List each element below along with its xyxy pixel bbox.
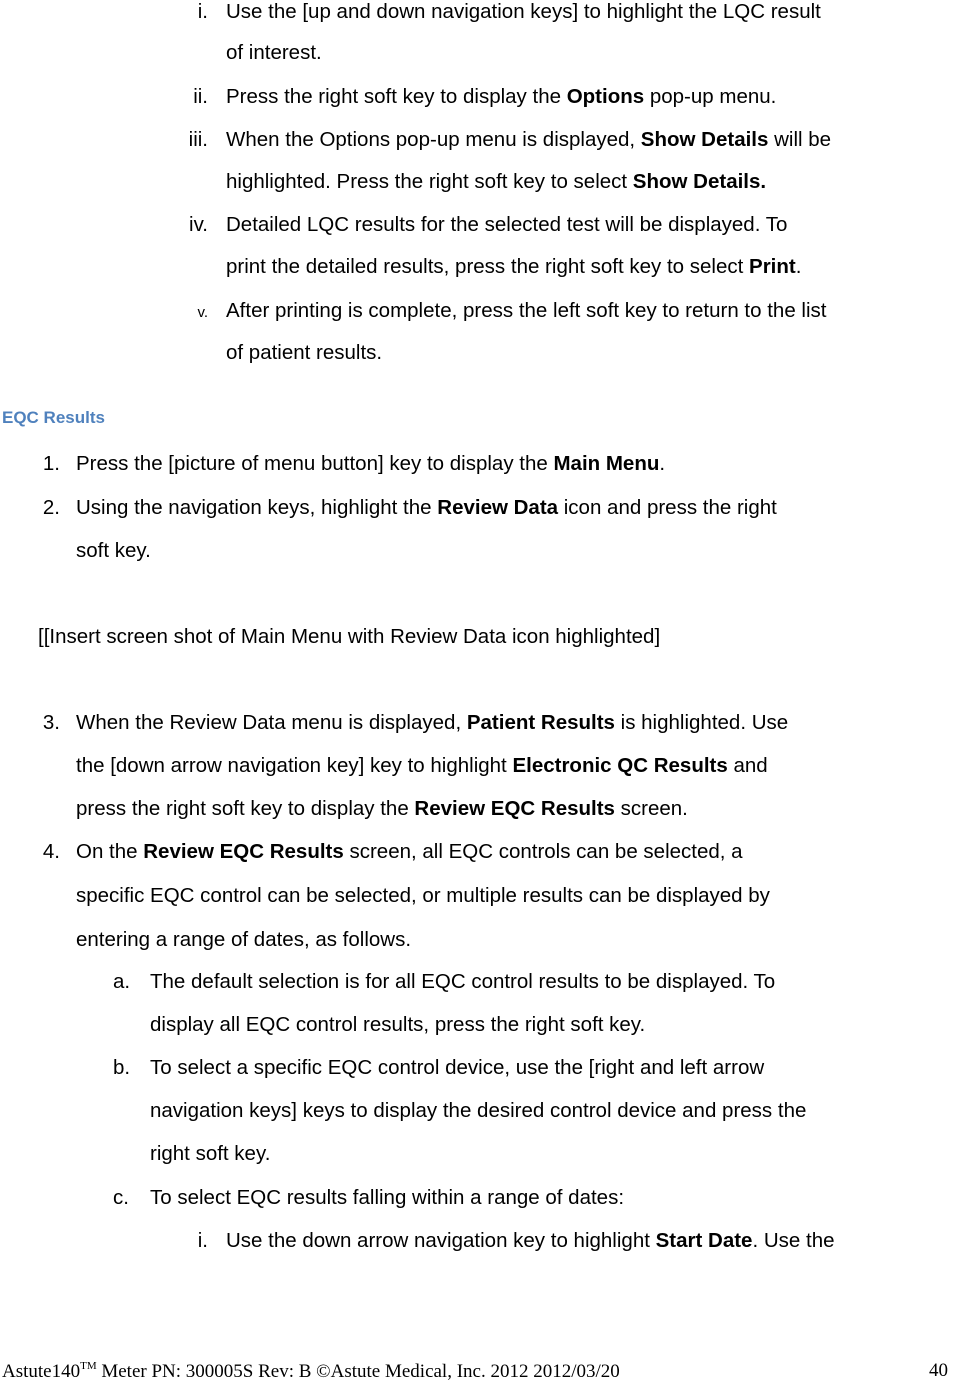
paragraph-line: highlighted. Press the right soft key to select Show Details. [226,170,767,193]
paragraph-line: Press the right soft key to display the Options pop-up menu. [226,85,777,108]
step-marker: 2. [42,496,60,519]
paragraph-line: press the right soft key to display the Review EQC Results screen. [76,797,688,820]
paragraph-line: To select EQC results falling within a range of dates: [150,1186,625,1209]
step-marker: iv. [189,213,208,236]
paragraph-line: print the detailed results, press the right soft key to select Print. [226,255,802,278]
page-number: 40 [929,1360,948,1381]
paragraph-line: the [down arrow navigation key] key to highlight Electronic QC Results and [76,754,768,777]
step-marker: ii. [193,85,208,108]
substep-marker: b. [113,1056,131,1079]
paragraph-line: specific EQC control can be selected, or multiple results can be displayed by [76,884,770,907]
paragraph-line: On the Review EQC Results screen, all EQC controls can be selected, a [76,840,743,863]
insert-placeholder-note: [[Insert screen shot of Main Menu with Review Data icon highlighted] [38,625,661,648]
paragraph-line: navigation keys] keys to display the desired control device and press the [150,1099,807,1122]
paragraph-line: entering a range of dates, as follows. [76,928,412,951]
substep-marker: c. [113,1186,129,1209]
paragraph-line: Use the down arrow navigation key to highlight Start Date. Use the [226,1229,835,1252]
paragraph-line: soft key. [76,539,151,562]
step-marker: i. [197,0,208,23]
step-marker: iii. [188,128,208,151]
paragraph-line: After printing is complete, press the left soft key to return to the list [226,299,827,322]
paragraph-line: Detailed LQC results for the selected test will be displayed. To [226,213,788,236]
paragraph-line: The default selection is for all EQC control results to be displayed. To [150,970,776,993]
step-marker: 1. [42,452,60,475]
paragraph-line: Use the [up and down navigation keys] to highlight the LQC result [226,0,821,23]
paragraph-line: Using the navigation keys, highlight the Review Data icon and press the right [76,496,777,519]
page-footer: Astute140™ Meter PN: 300005S Rev: B ©Astute Medical, Inc. 2012 2012/03/20 [2,1360,620,1382]
paragraph-line: of interest. [226,41,322,64]
paragraph-line: of patient results. [226,341,383,364]
step-marker: v. [197,304,208,321]
step-marker: 3. [42,711,60,734]
substep-marker: a. [113,970,131,993]
section-heading: EQC Results [2,408,105,427]
paragraph-line: display all EQC control results, press the right soft key. [150,1013,646,1036]
step-marker: i. [197,1229,208,1252]
paragraph-line: When the Review Data menu is displayed, Patient Results is highlighted. Use [76,711,789,734]
paragraph-line: Press the [picture of menu button] key to display the Main Menu. [76,452,666,475]
paragraph-line: When the Options pop-up menu is displayed, Show Details will be [226,128,832,151]
paragraph-line: To select a specific EQC control device, use the [right and left arrow [150,1056,765,1079]
step-marker: 4. [42,840,60,863]
paragraph-line: right soft key. [150,1142,271,1165]
